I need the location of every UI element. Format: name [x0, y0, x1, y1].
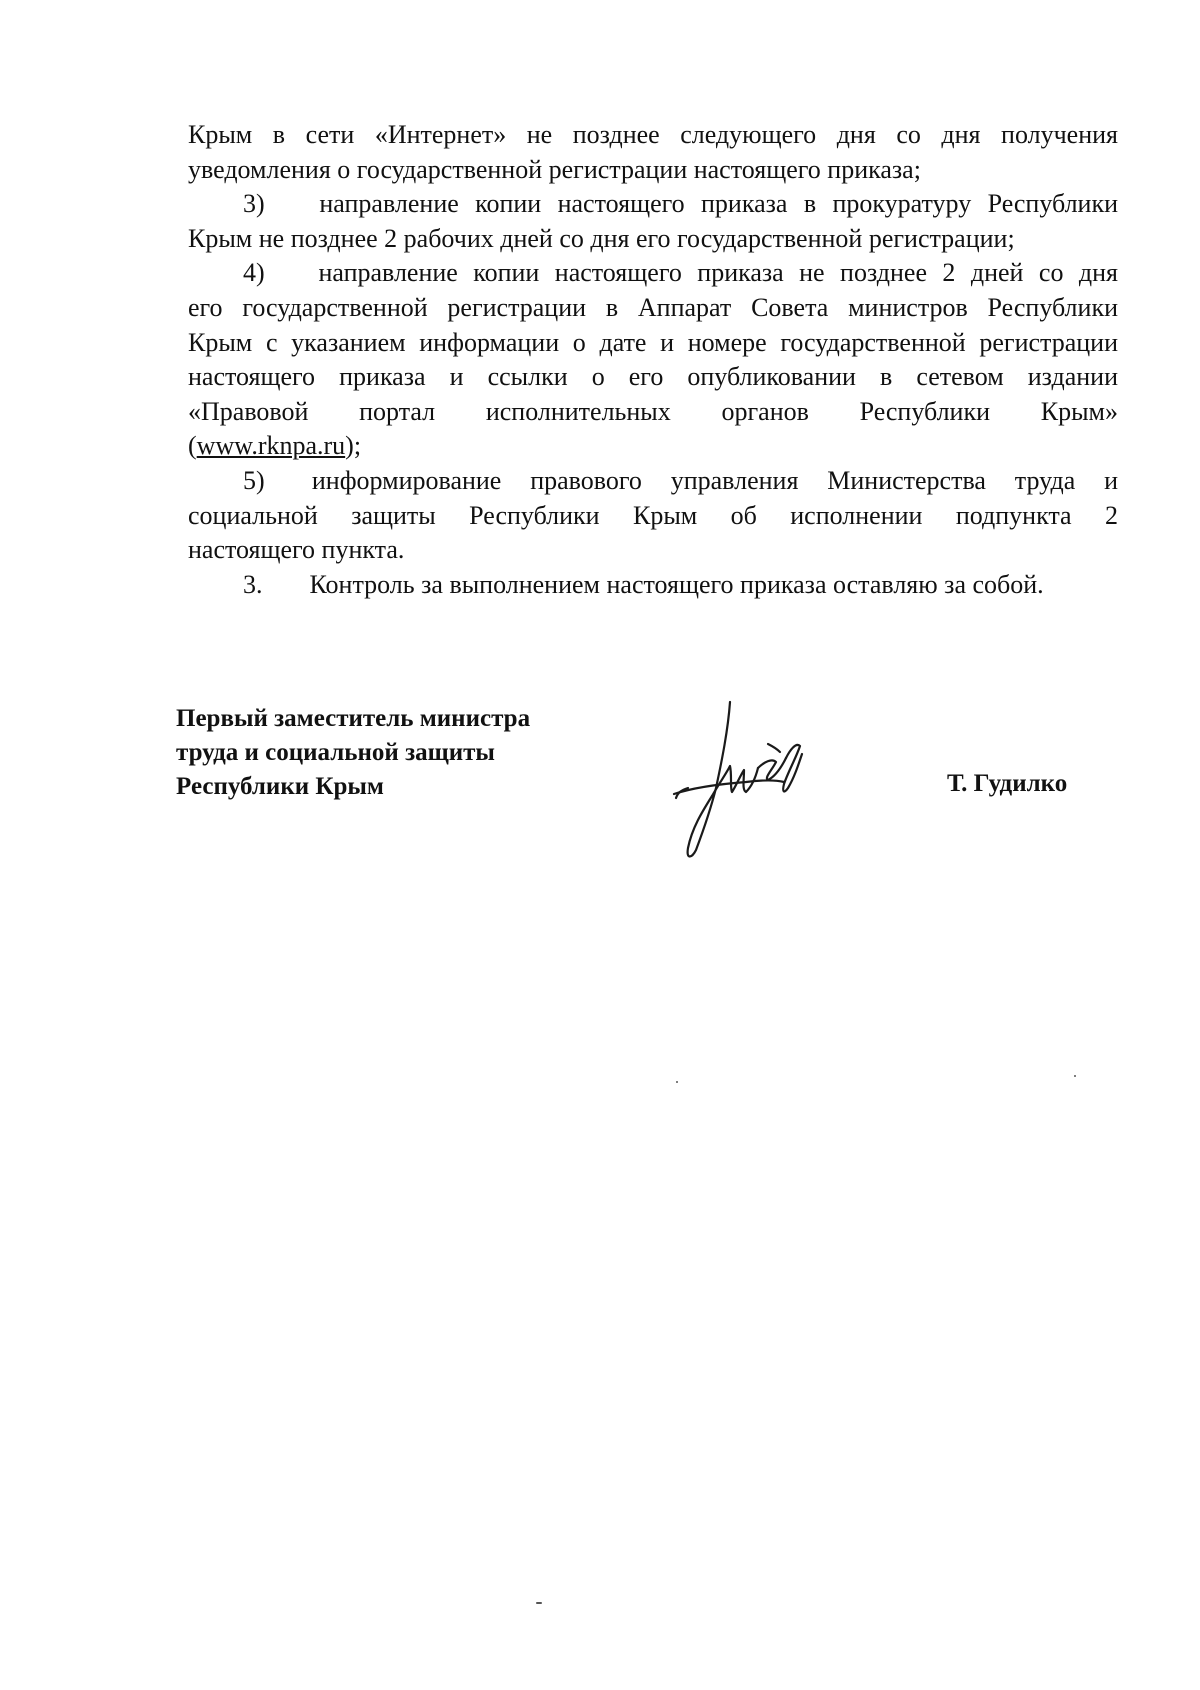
link-close: ); [345, 431, 362, 461]
text-line: «Правовой портал исполнительных органов Республики Крым» [188, 396, 1118, 426]
signatory-title [176, 702, 530, 804]
signatory-title-line: Республики Крым [176, 773, 384, 800]
item-text: информирование правового управления Министерства труда и [311, 465, 1118, 495]
scan-speck [536, 1602, 542, 1604]
text-line [188, 187, 1118, 222]
text-line [188, 568, 1118, 603]
portal-link[interactable]: www.rknpa.ru [196, 431, 346, 461]
link-open: ( [188, 431, 197, 461]
text-line: Крым с указанием информации о дате и номере государственной регистрации [188, 327, 1118, 357]
item-number: 4) [243, 258, 265, 288]
scan-speck [676, 1081, 678, 1083]
text-line: социальной защиты Республики Крым об исполнении подпункта 2 [188, 500, 1118, 530]
text-line: уведомления о государственной регистрации настоящего приказа; [188, 154, 921, 184]
text-line [188, 429, 1118, 464]
text-line: Крым в сети «Интернет» не позднее следующего дня со дня получения [188, 120, 1118, 149]
item-text: направление копии настоящего приказа не позднее 2 дней со дня [318, 258, 1118, 288]
list-item-4 [188, 256, 1118, 464]
item-number: 5) [243, 465, 265, 495]
text-line: настоящего пункта. [188, 535, 405, 565]
item-text: направление копии настоящего приказа в прокуратуру Республики [319, 189, 1119, 219]
item-text: Контроль за выполнением настоящего приказа оставляю за собой. [309, 569, 1044, 599]
item-number: 3) [243, 189, 265, 219]
signatory-title-line: труда и социальной защиты [176, 739, 495, 766]
text-line: настоящего приказа и ссылки о его опубликовании в сетевом издании [188, 362, 1118, 392]
item-number: 3. [243, 569, 263, 599]
scan-speck [1074, 1075, 1076, 1077]
signer-name: Т. Гудилко [947, 770, 1068, 797]
text-line [188, 256, 1118, 291]
main-item-3 [188, 568, 1118, 603]
paragraph-continuation [188, 118, 1118, 187]
list-item-5 [188, 464, 1118, 568]
text-line: его государственной регистрации в Аппарат Совета министров Республики [188, 292, 1118, 322]
document-body [188, 118, 1118, 602]
text-line: Крым не позднее 2 рабочих дней со дня его государственной регистрации; [188, 223, 1015, 253]
signatory-title-line: Первый заместитель министра [176, 705, 531, 732]
text-line [188, 464, 1118, 499]
list-item-3 [188, 187, 1118, 256]
handwritten-signature-icon [672, 700, 862, 860]
